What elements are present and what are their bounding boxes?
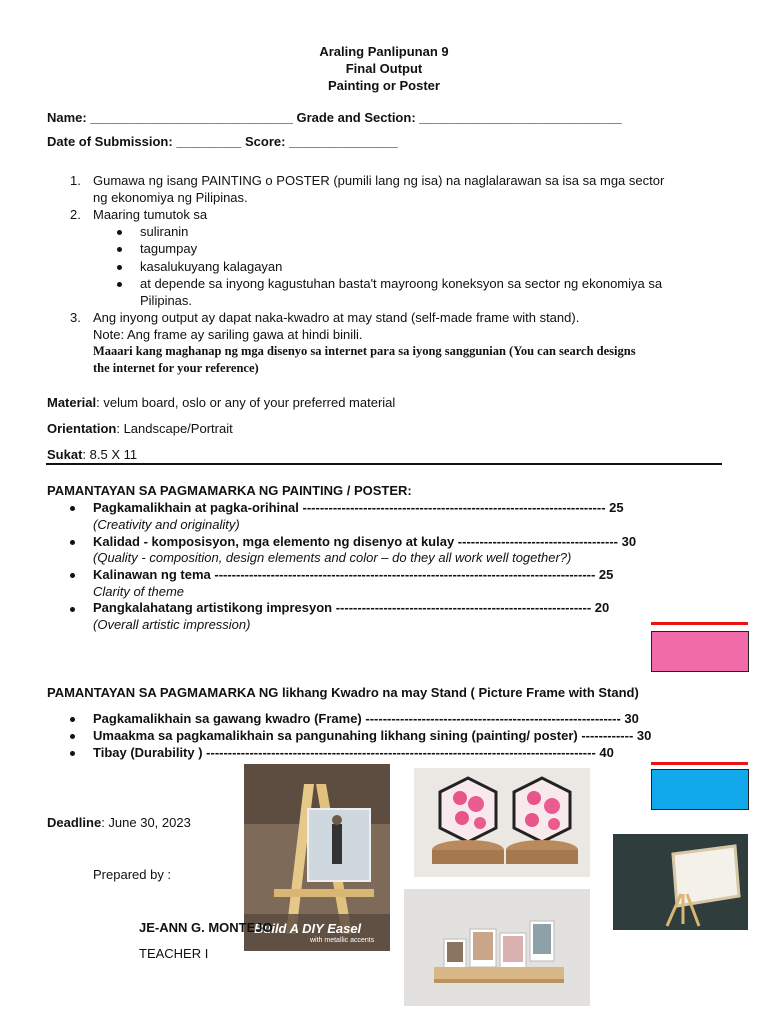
rubric-painting-impression-note: (Overall artistic impression) bbox=[93, 617, 251, 632]
instruction-2: Maaring tumutok sa bbox=[93, 207, 208, 222]
bullet-icon bbox=[70, 540, 75, 545]
instruction-1-line2: ng ekonomiya ng Pilipinas. bbox=[93, 190, 248, 205]
material-value: : velum board, oslo or any of your preferred material bbox=[96, 395, 396, 410]
bullet-icon bbox=[70, 573, 75, 578]
bullet-icon bbox=[117, 282, 122, 287]
bullet-icon bbox=[70, 506, 75, 511]
bullet-icon bbox=[117, 230, 122, 235]
easel-subcaption: with metallic accents bbox=[310, 937, 375, 944]
score-underline-red bbox=[651, 622, 748, 625]
sub-item-suliranin: suliranin bbox=[140, 224, 189, 239]
deadline-row bbox=[47, 815, 191, 830]
flower-frames-photo bbox=[414, 768, 590, 877]
name-field-row bbox=[47, 110, 622, 125]
rubric-frame-title: PAMANTAYAN SA PAGMAMARKA NG likhang Kwadro na may Stand ( Picture Frame with Stand) bbox=[47, 685, 639, 700]
bullet-icon bbox=[70, 734, 75, 739]
sub-item-tagumpay: tagumpay bbox=[140, 241, 198, 256]
list-number-2: 2. bbox=[70, 207, 81, 222]
list-number-3: 3. bbox=[70, 310, 81, 325]
date-field-row bbox=[47, 134, 398, 149]
grade-blank: ____________________________ bbox=[419, 110, 622, 125]
material-row bbox=[47, 395, 395, 410]
rubric-frame-durability: Tibay (Durability ) ------------------------------------------------------------------------------------------ 40 bbox=[93, 745, 614, 760]
material-label: Material bbox=[47, 395, 97, 410]
sukat-label: Sukat bbox=[47, 447, 83, 462]
tripod-frame-photo bbox=[613, 834, 748, 930]
tripod-frame-illustration bbox=[613, 834, 748, 930]
rubric-painting-creativity-note: (Creativity and originality) bbox=[93, 517, 240, 532]
rubric-painting-quality-note: (Quality - composition, design elements and color – do they all work well together?) bbox=[93, 550, 572, 565]
instruction-3-reference-line2: the internet for your reference) bbox=[93, 361, 259, 375]
score-blank: _______________ bbox=[289, 134, 398, 149]
orientation-row bbox=[47, 421, 233, 436]
score-underline-red bbox=[651, 762, 748, 765]
deadline-value: : June 30, 2023 bbox=[101, 815, 191, 830]
instruction-3-reference-line1: Maaari kang maghanap ng mga disenyo sa internet para sa iyong sanggunian (You can search designs bbox=[93, 344, 636, 358]
instruction-3-note: Note: Ang frame ay sariling gawa at hindi binili. bbox=[93, 327, 363, 342]
rubric-painting-quality: Kalidad - komposisyon, mga elemento ng disenyo at kulay ------------------------------------- 30 bbox=[93, 534, 637, 549]
deadline-label: Deadline bbox=[47, 815, 102, 830]
score-label: Score: bbox=[245, 134, 286, 149]
orientation-value: : Landscape/Portrait bbox=[116, 421, 233, 436]
title-output: Final Output bbox=[345, 61, 423, 76]
bullet-icon bbox=[70, 751, 75, 756]
title-subject: Araling Panlipunan 9 bbox=[319, 44, 449, 59]
instruction-3-line1: Ang inyong output ay dapat naka-kwadro at may stand (self-made frame with stand). bbox=[93, 310, 580, 325]
hexagon-frames-illustration bbox=[414, 768, 590, 877]
bullet-icon bbox=[117, 247, 122, 252]
rubric-painting-title: PAMANTAYAN SA PAGMAMARKA NG PAINTING / POSTER: bbox=[47, 483, 412, 498]
rubric-frame-creativity: Pagkamalikhain sa gawang kwadro (Frame) ----------------------------------------------------------- 30 bbox=[93, 711, 639, 726]
rubric-painting-theme: Kalinawan ng tema ---------------------------------------------------------------------------------------- 25 bbox=[93, 567, 614, 582]
date-label: Date of Submission: bbox=[47, 134, 173, 149]
prepared-by: Prepared by : bbox=[93, 867, 172, 882]
rubric-painting-creativity: Pagkamalikhain at pagka-orihinal ---------------------------------------------------------------------- 25 bbox=[93, 500, 624, 515]
score-box-pink bbox=[651, 631, 749, 672]
list-number-1: 1. bbox=[70, 173, 81, 188]
sub-item-depende-line1: at depende sa inyong kagustuhan basta't mayroong koneksyon sa sector ng ekonomiya sa bbox=[140, 276, 663, 291]
sukat-value: : 8.5 X 11 bbox=[82, 447, 138, 462]
date-blank: _________ bbox=[176, 134, 242, 149]
photo-ledge-photo bbox=[404, 889, 590, 1006]
name-label: Name: bbox=[47, 110, 87, 125]
teacher-name: JE-ANN G. MONTEJO bbox=[139, 920, 273, 935]
bullet-icon bbox=[117, 265, 122, 270]
score-box-blue bbox=[651, 769, 749, 810]
rubric-painting-impression: Pangkalahatang artistikong impresyon ----------------------------------------------------------- 20 bbox=[93, 600, 610, 615]
sub-item-depende-line2: Pilipinas. bbox=[140, 293, 193, 308]
instruction-1-line1: Gumawa ng isang PAINTING o POSTER (pumili lang ng isa) na naglalarawan sa isa sa mga sector bbox=[93, 173, 665, 188]
bullet-icon bbox=[70, 607, 75, 612]
title-type: Painting or Poster bbox=[328, 78, 440, 93]
bullet-icon bbox=[70, 717, 75, 722]
orientation-label: Orientation bbox=[47, 421, 117, 436]
rubric-painting-theme-note: Clarity of theme bbox=[93, 584, 185, 599]
photo-ledge-illustration bbox=[404, 889, 590, 1006]
sub-item-kalagayan: kasalukuyang kalagayan bbox=[140, 259, 283, 274]
sukat-row bbox=[47, 447, 137, 462]
grade-label: Grade and Section: bbox=[296, 110, 416, 125]
name-blank: ____________________________ bbox=[90, 110, 293, 125]
rubric-frame-fit: Umaakma sa pagkamalikhain sa pangunahing likhang sining (painting/ poster) ------------ 30 bbox=[93, 728, 652, 743]
teacher-title: TEACHER I bbox=[139, 946, 209, 961]
section-divider bbox=[46, 463, 722, 465]
easel-caption: Build A DIY Easel bbox=[254, 921, 362, 936]
